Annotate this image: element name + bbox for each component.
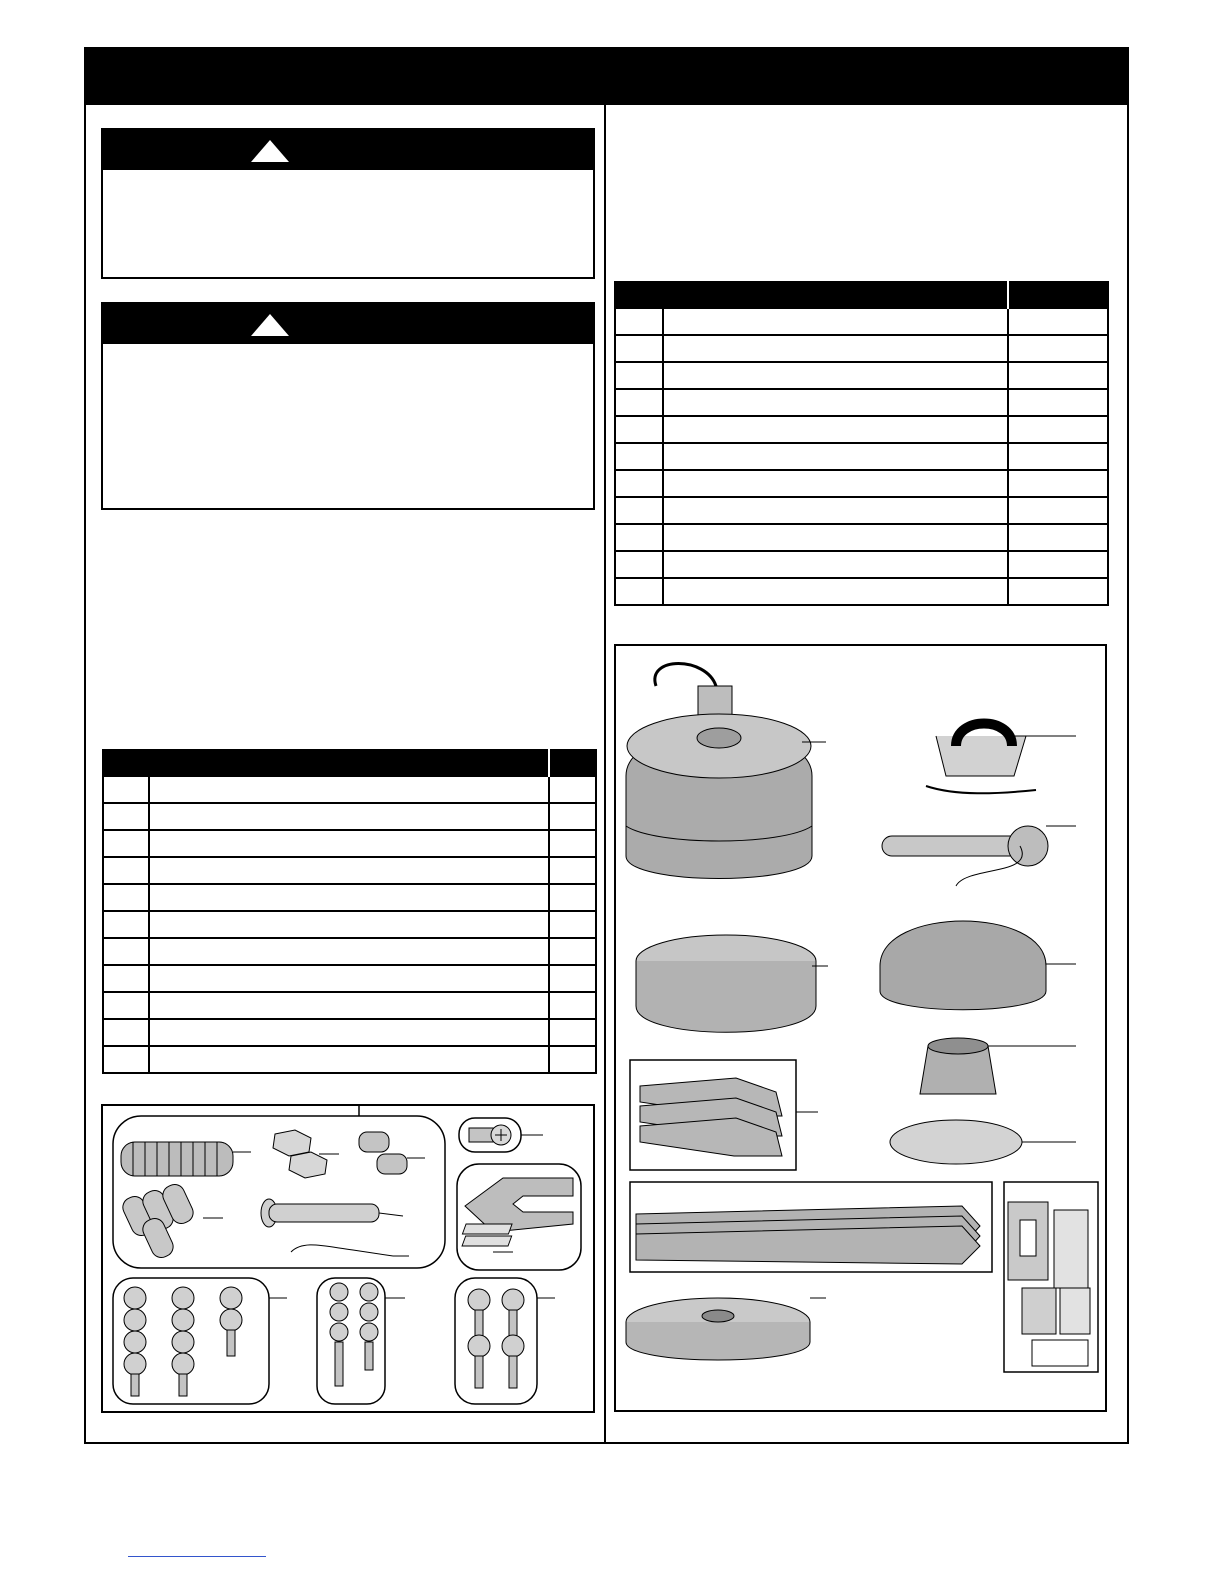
table-row bbox=[615, 497, 1108, 524]
part-description-cell bbox=[663, 309, 1008, 335]
part-number-cell bbox=[103, 938, 149, 965]
hardware-parts-table bbox=[102, 749, 597, 1074]
table-row bbox=[103, 830, 596, 857]
part-description-cell bbox=[663, 470, 1008, 497]
switch-housing-icon bbox=[636, 935, 828, 1032]
coupling-cover-icon bbox=[920, 1038, 1076, 1094]
table-row bbox=[615, 443, 1108, 470]
part-description-cell bbox=[149, 911, 549, 938]
part-description-cell bbox=[663, 416, 1008, 443]
part-quantity-cell bbox=[549, 1046, 596, 1073]
pin-icon bbox=[261, 1199, 409, 1256]
part-number-cell bbox=[103, 1019, 149, 1046]
part-description-cell bbox=[149, 1046, 549, 1073]
canopy-icon bbox=[880, 921, 1076, 1010]
table-row bbox=[103, 1046, 596, 1073]
hardware-drawing bbox=[103, 1106, 593, 1411]
wire-nut-icon bbox=[120, 1181, 223, 1261]
part-quantity-cell bbox=[549, 938, 596, 965]
part-number-cell bbox=[615, 551, 663, 578]
blade-iron-icon bbox=[640, 1078, 818, 1156]
parts-illustration bbox=[614, 644, 1107, 1412]
part-description-cell bbox=[663, 362, 1008, 389]
warning-box-2 bbox=[101, 302, 595, 510]
part-description-cell bbox=[663, 389, 1008, 416]
part-description-cell bbox=[663, 524, 1008, 551]
part-number-cell bbox=[615, 362, 663, 389]
footer-link-underline bbox=[128, 1556, 266, 1557]
part-quantity-cell bbox=[549, 992, 596, 1019]
light-kit-plate-icon bbox=[890, 1120, 1076, 1164]
screw-icon bbox=[468, 1289, 555, 1388]
balancing-weights-icon bbox=[121, 1142, 251, 1176]
column-divider bbox=[604, 105, 606, 1444]
part-number-cell bbox=[615, 470, 663, 497]
part-quantity-cell bbox=[1008, 470, 1108, 497]
screw-icon bbox=[469, 1125, 543, 1145]
table-row bbox=[615, 309, 1108, 335]
table-row bbox=[103, 965, 596, 992]
part-number-cell bbox=[615, 524, 663, 551]
part-description-cell bbox=[149, 803, 549, 830]
table-row bbox=[615, 578, 1108, 605]
table-row bbox=[103, 1019, 596, 1046]
nut-icon bbox=[359, 1132, 425, 1174]
table-row bbox=[615, 362, 1108, 389]
part-number-cell bbox=[103, 830, 149, 857]
part-number-cell bbox=[615, 309, 663, 335]
header-bar bbox=[84, 47, 1129, 105]
part-number-cell bbox=[103, 884, 149, 911]
part-description-cell bbox=[149, 938, 549, 965]
table-row bbox=[103, 884, 596, 911]
fan-blade-icon bbox=[636, 1206, 980, 1264]
part-description-cell bbox=[149, 830, 549, 857]
part-description-cell bbox=[149, 965, 549, 992]
warning-box-1 bbox=[101, 128, 595, 279]
part-number-cell bbox=[615, 443, 663, 470]
part-quantity-cell bbox=[1008, 443, 1108, 470]
table-row bbox=[103, 777, 596, 803]
hanger-bracket-icon bbox=[926, 724, 1076, 794]
part-quantity-cell bbox=[549, 803, 596, 830]
part-quantity-cell bbox=[549, 965, 596, 992]
part-quantity-cell bbox=[1008, 578, 1108, 605]
part-description-cell bbox=[149, 992, 549, 1019]
part-description-cell bbox=[149, 777, 549, 803]
part-number-cell bbox=[103, 965, 149, 992]
part-quantity-cell bbox=[549, 777, 596, 803]
part-quantity-cell bbox=[1008, 309, 1108, 335]
part-quantity-cell bbox=[549, 911, 596, 938]
table-header-row bbox=[103, 750, 596, 777]
part-number-cell bbox=[103, 1046, 149, 1073]
table-row bbox=[103, 938, 596, 965]
table-row bbox=[615, 470, 1108, 497]
table-row bbox=[103, 911, 596, 938]
part-quantity-cell bbox=[1008, 551, 1108, 578]
motor-housing-icon bbox=[626, 664, 826, 879]
part-quantity-cell bbox=[549, 857, 596, 884]
part-description-cell bbox=[663, 497, 1008, 524]
warning-triangle-icon bbox=[251, 140, 289, 162]
table-row bbox=[103, 857, 596, 884]
downrod-icon bbox=[882, 826, 1076, 886]
part-quantity-cell bbox=[549, 884, 596, 911]
part-quantity-cell bbox=[1008, 389, 1108, 416]
part-quantity-cell bbox=[549, 830, 596, 857]
table-header-row bbox=[615, 282, 1108, 309]
hardware-illustration bbox=[101, 1104, 595, 1413]
parts-drawing bbox=[616, 646, 1105, 1410]
part-quantity-cell bbox=[1008, 362, 1108, 389]
table-row bbox=[615, 389, 1108, 416]
wall-control-icon bbox=[1008, 1202, 1090, 1366]
part-quantity-cell bbox=[1008, 497, 1108, 524]
part-number-cell bbox=[103, 992, 149, 1019]
table-row bbox=[615, 524, 1108, 551]
main-parts-table bbox=[614, 281, 1109, 606]
mounting-plate-icon bbox=[626, 1298, 826, 1360]
washer-icon bbox=[273, 1130, 339, 1178]
part-number-cell bbox=[615, 389, 663, 416]
screw-icon bbox=[124, 1287, 287, 1396]
part-description-cell bbox=[663, 578, 1008, 605]
warning-header bbox=[103, 304, 593, 344]
part-number-cell bbox=[103, 777, 149, 803]
part-description-cell bbox=[663, 443, 1008, 470]
part-description-cell bbox=[149, 884, 549, 911]
part-quantity-cell bbox=[1008, 524, 1108, 551]
part-number-cell bbox=[615, 578, 663, 605]
part-description-cell bbox=[663, 335, 1008, 362]
part-quantity-cell bbox=[549, 1019, 596, 1046]
balancing-clip-icon bbox=[462, 1178, 573, 1252]
part-number-cell bbox=[103, 857, 149, 884]
part-description-cell bbox=[663, 551, 1008, 578]
part-number-cell bbox=[103, 803, 149, 830]
table-row bbox=[103, 992, 596, 1019]
part-description-cell bbox=[149, 857, 549, 884]
table-row bbox=[103, 803, 596, 830]
part-number-cell bbox=[103, 911, 149, 938]
table-row bbox=[615, 416, 1108, 443]
table-row bbox=[615, 335, 1108, 362]
part-description-cell bbox=[149, 1019, 549, 1046]
table-row bbox=[615, 551, 1108, 578]
part-number-cell bbox=[615, 416, 663, 443]
part-quantity-cell bbox=[1008, 416, 1108, 443]
part-number-cell bbox=[615, 335, 663, 362]
part-number-cell bbox=[615, 497, 663, 524]
warning-header bbox=[103, 130, 593, 170]
warning-triangle-icon bbox=[251, 314, 289, 336]
part-quantity-cell bbox=[1008, 335, 1108, 362]
screw-icon bbox=[330, 1283, 405, 1386]
